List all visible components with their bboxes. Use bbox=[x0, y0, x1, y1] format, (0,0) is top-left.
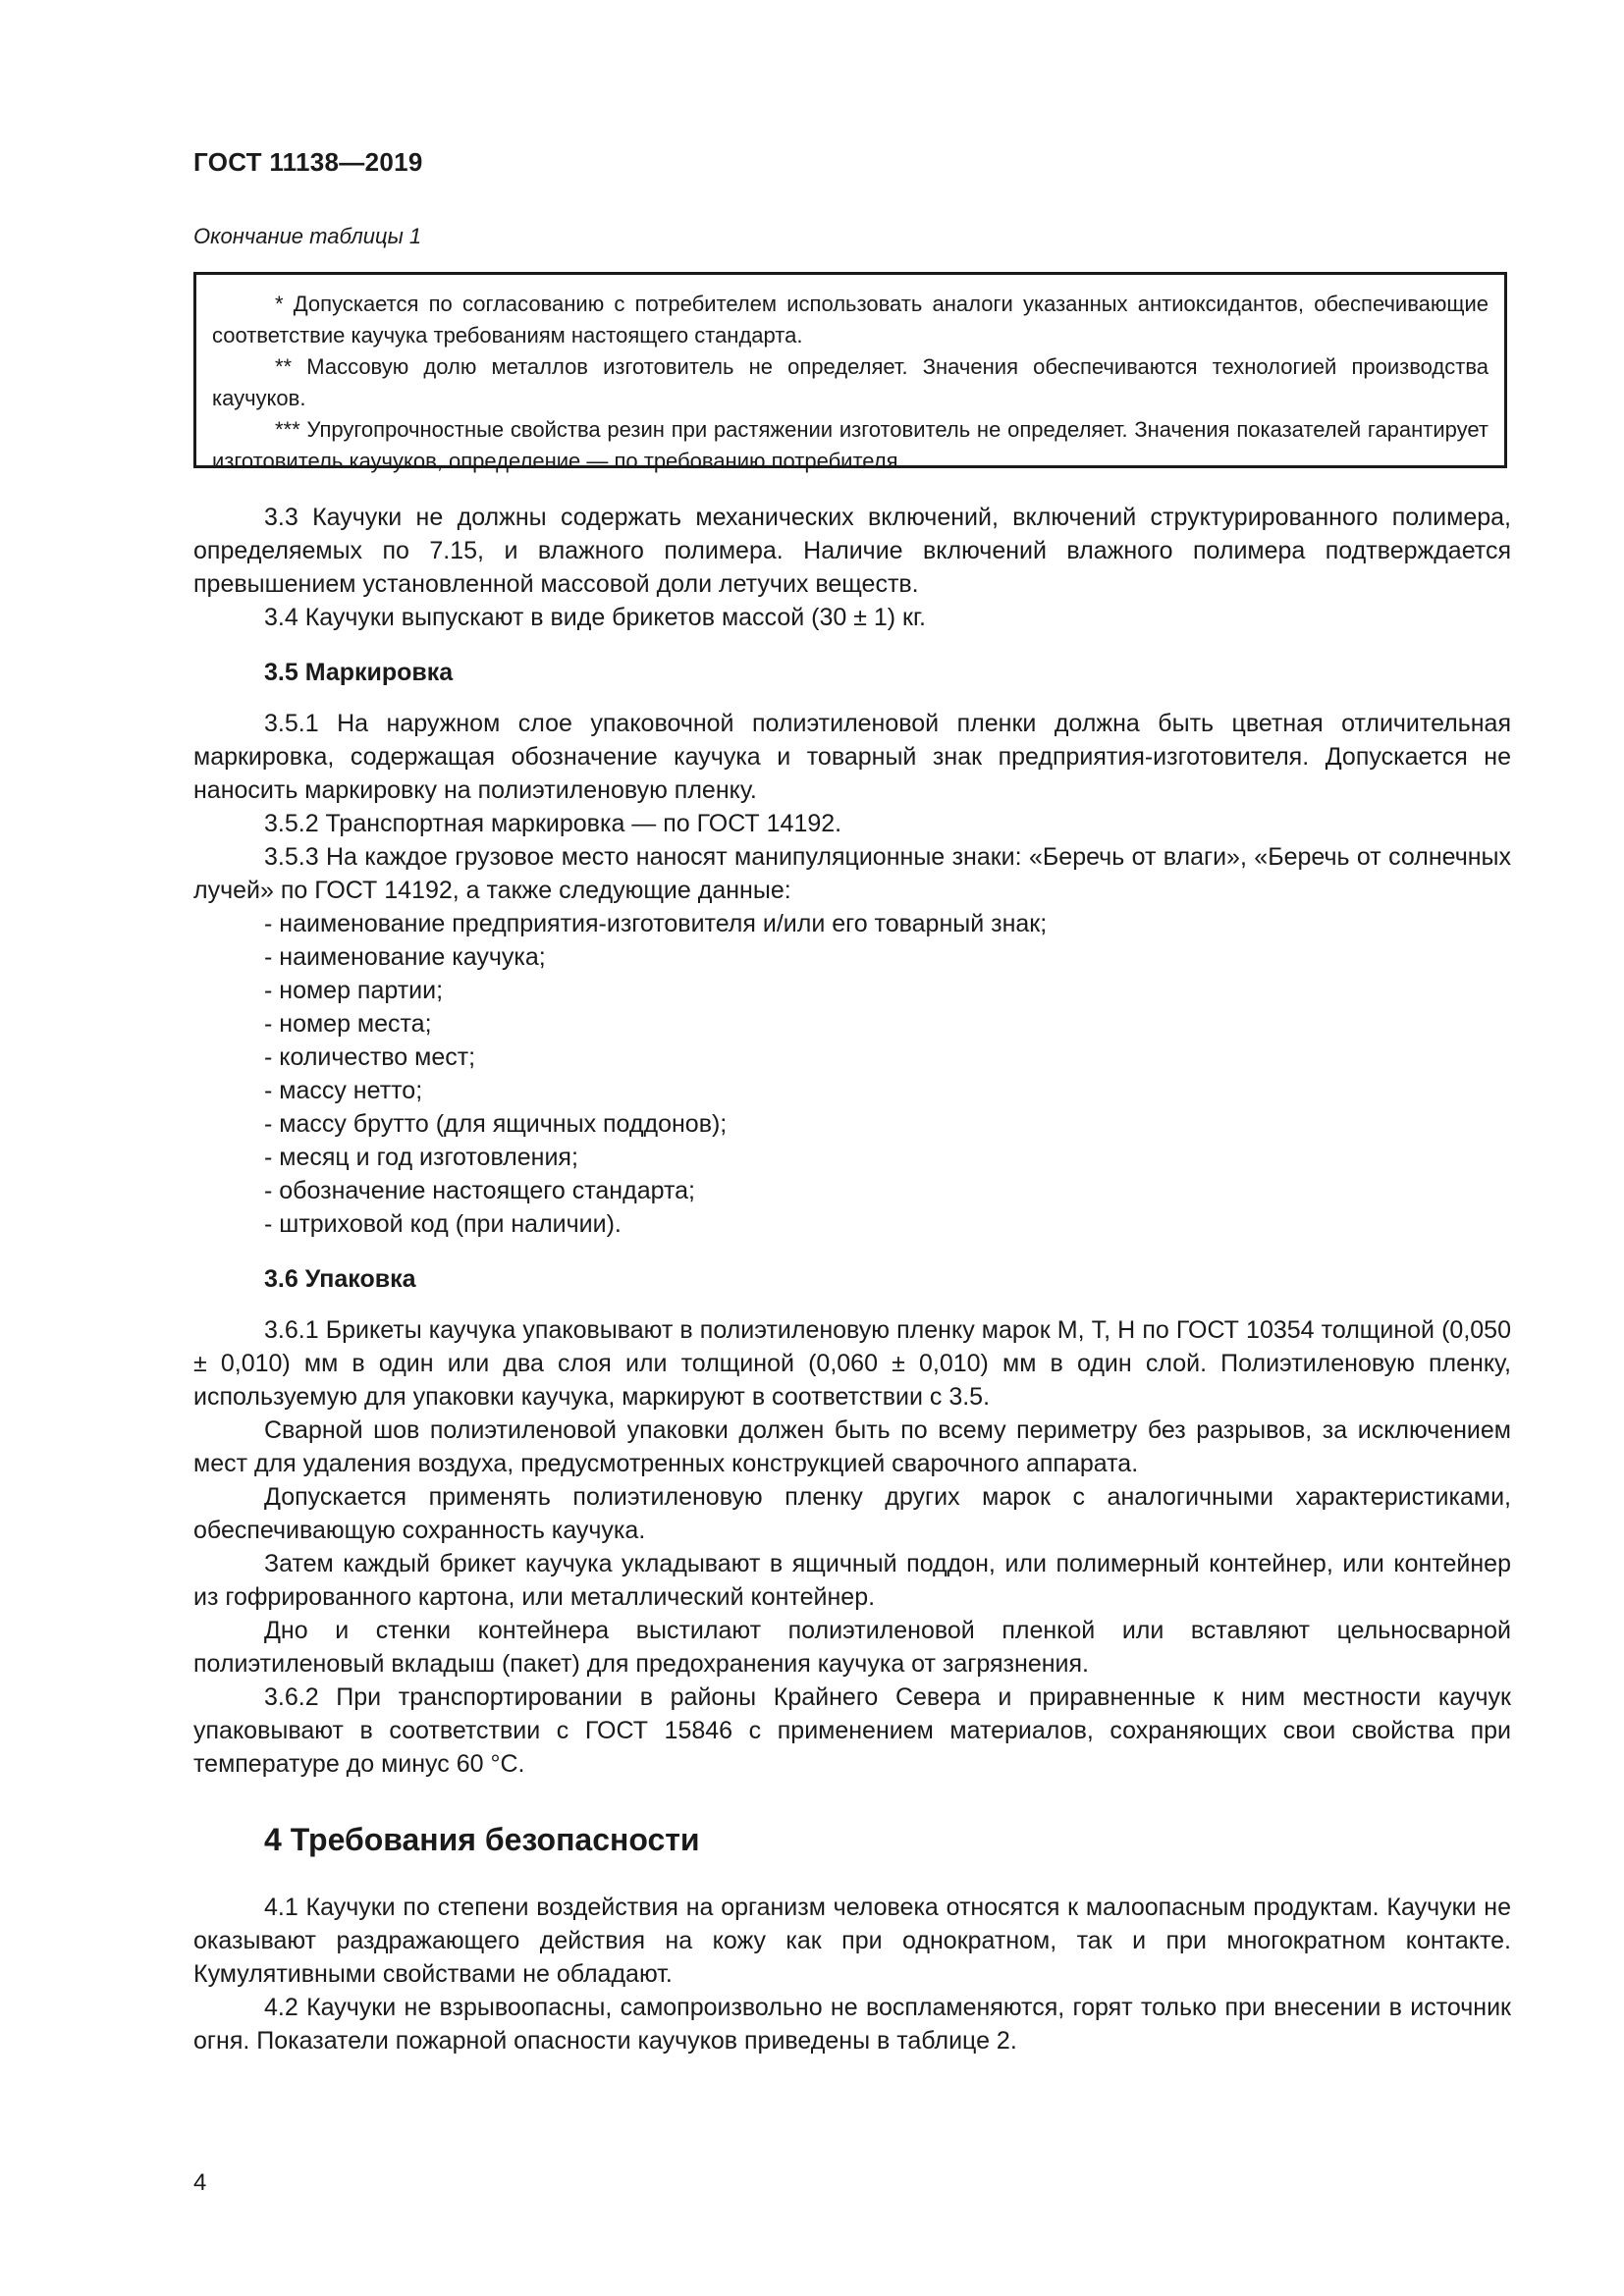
paragraph-3-3: 3.3 Каучуки не должны содержать механических включений, включений структурированного полимера, определяемых по 7.15, и влажного полимера. Наличие включений влажного полимера подтверждается превышением установленной массовой доли летучих веществ. bbox=[193, 504, 1511, 598]
section-heading-4: 4 Требования безопасности bbox=[264, 1822, 700, 1857]
paragraph-3-6-1: 3.6.1 Брикеты каучука упаковывают в полиэтиленовую пленку марок М, Т, Н по ГОСТ 10354 толщиной (0,050 ± 0,010) мм в один или два слоя или толщиной (0,060 ± 0,010) мм в один слой. Полиэтиленовую пленку, используемую для упаковки каучука, маркируют в соответствии с 3.5. bbox=[193, 1316, 1511, 1411]
list-item: - номер партии; bbox=[264, 977, 444, 1004]
paragraph-other-film: Допускается применять полиэтиленовую пленку других марок с аналогичными характеристиками, обеспечивающую сохранность каучука. bbox=[193, 1483, 1511, 1544]
list-item: - штриховой код (при наличии). bbox=[264, 1210, 622, 1238]
paragraph-3-4: 3.4 Каучуки выпускают в виде брикетов массой (30 ± 1) кг. bbox=[264, 604, 926, 631]
paragraph-3-5-3: 3.5.3 На каждое грузовое место наносят манипуляционные знаки: «Беречь от влаги», «Беречь от солнечных лучей» по ГОСТ 14192, а также следующие данные: bbox=[193, 843, 1511, 904]
paragraph-3-5-1: 3.5.1 На наружном слое упаковочной полиэтиленовой пленки должна быть цветная отличительная маркировка, содержащая обозначение каучука и товарный знак предприятия-изготовителя. Допускается не наносить маркировку на полиэтиленовую пленку. bbox=[193, 710, 1511, 804]
paragraph-container: Затем каждый брикет каучука укладывают в ящичный поддон, или полимерный контейнер, или контейнер из гофрированного картона, или металлический контейнер. bbox=[193, 1550, 1511, 1611]
document-header-id: ГОСТ 11138—2019 bbox=[193, 147, 423, 177]
table-notes-box bbox=[193, 272, 1507, 473]
list-item: - наименование каучука; bbox=[264, 943, 546, 971]
list-item: - обозначение настоящего стандарта; bbox=[264, 1177, 695, 1204]
list-item: - наименование предприятия-изготовителя и/или его товарный знак; bbox=[264, 910, 1048, 937]
paragraph-4-2: 4.2 Каучуки не взрывоопасны, самопроизвольно не воспламеняются, горят только при внесении в источник огня. Показатели пожарной опасности каучуков приведены в таблице 2. bbox=[193, 1994, 1511, 2055]
section-heading-3-6: 3.6 Упаковка bbox=[264, 1265, 416, 1293]
paragraph-seam: Сварной шов полиэтиленовой упаковки должен быть по всему периметру без разрывов, за исключением мест для удаления воздуха, предусмотренных конструкцией сварочного аппарата. bbox=[193, 1416, 1511, 1477]
list-item: - количество мест; bbox=[264, 1043, 476, 1071]
section-heading-3-5: 3.5 Маркировка bbox=[264, 659, 454, 686]
list-item: - месяц и год изготовления; bbox=[264, 1144, 578, 1171]
list-item: - массу нетто; bbox=[264, 1077, 423, 1104]
document-body bbox=[193, 501, 1511, 2057]
paragraph-3-6-2: 3.6.2 При транспортировании в районы Крайнего Севера и приравненные к ним местности каучук упаковывают в соответствии с ГОСТ 15846 с применением материалов, сохраняющих свои свойства при температуре до минус 60 °С. bbox=[193, 1683, 1511, 1778]
page-number: 4 bbox=[193, 2169, 207, 2196]
paragraph-3-5-2: 3.5.2 Транспортная маркировка — по ГОСТ 14192. bbox=[264, 810, 842, 837]
table-caption: Окончание таблицы 1 bbox=[193, 224, 422, 248]
list-item: - номер места; bbox=[264, 1010, 432, 1038]
list-item: - массу брутто (для ящичных поддонов); bbox=[264, 1110, 728, 1138]
table-note: * Допускается по согласованию с потребителем использовать аналоги указанных антиоксидантов, обеспечивающие соответствие каучука требованиям настоящего стандарта. bbox=[212, 292, 1489, 347]
table-note: ** Массовую долю металлов изготовитель не определяет. Значения обеспечиваются технологией производства каучуков. bbox=[212, 354, 1489, 410]
marking-data-list bbox=[193, 907, 1511, 1241]
paragraph-4-1: 4.1 Каучуки по степени воздействия на организм человека относятся к малоопасным продуктам. Каучуки не оказывают раздражающего действия на кожу как при однократном, так и при многократном контакте. Кумулятивными свойствами не обладают. bbox=[193, 1894, 1511, 1988]
paragraph-container-lining: Дно и стенки контейнера выстилают полиэтиленовой пленкой или вставляют цельносварной полиэтиленовый вкладыш (пакет) для предохранения каучука от загрязнения. bbox=[193, 1617, 1511, 1678]
table-note: *** Упругопрочностные свойства резин при растяжении изготовитель не определяет. Значения показателей гарантирует изготовитель каучуков, определение — по требованию потребителя. bbox=[212, 417, 1489, 473]
